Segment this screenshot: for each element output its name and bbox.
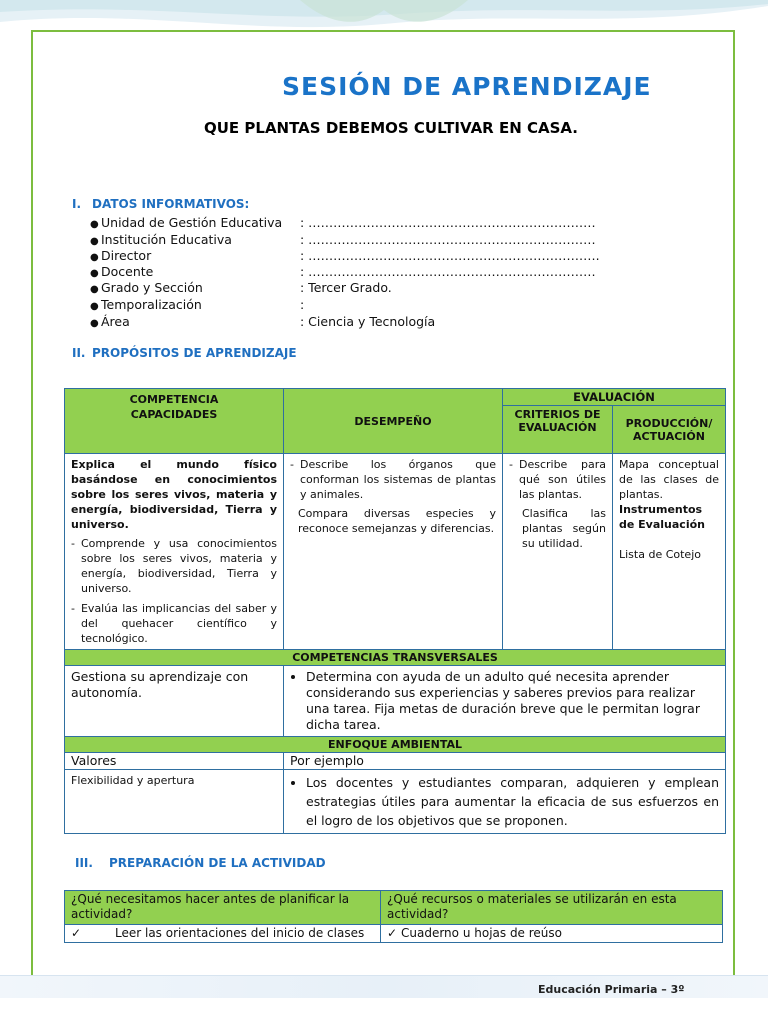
capacidad-text: Evalúa las implicancias del saber y del quehacer científico y tecnológico. [80, 602, 277, 645]
info-value: : Tercer Grado. [300, 280, 392, 295]
header-valores: Valores [65, 753, 284, 770]
checkmark-icon: ✓ [387, 926, 398, 940]
info-label: Unidad de Gestión Educativa [101, 215, 283, 230]
section-number: II. [72, 346, 86, 360]
info-label: Temporalización [101, 297, 202, 312]
page-title: SESIÓN DE APRENDIZAJE [282, 72, 652, 101]
info-label: Docente [101, 264, 154, 279]
section-datos-informativos [72, 197, 249, 211]
checkmark-icon: ✓ [71, 926, 82, 940]
bullet-icon: ● [90, 236, 99, 247]
competencia-text: Explica el mundo físico basándose en conocimientos sobre los seres vivos, materia y energía, biodiversidad, Tierra y universo. [71, 458, 277, 531]
info-row [90, 232, 596, 248]
section-number: I. [72, 197, 82, 211]
info-label: Grado y Sección [101, 280, 203, 295]
criterio-text: Clasifica las plantas según su utilidad. [522, 507, 606, 550]
answer-2: Cuaderno u hojas de reúso [401, 926, 563, 940]
section-propositos [72, 346, 297, 360]
answer-1-cell [65, 925, 381, 943]
section-label: DATOS INFORMATIVOS: [92, 197, 250, 211]
bullet-icon: ● [90, 301, 99, 312]
bullet-icon: ● [90, 252, 99, 263]
bullet-icon: ● [90, 284, 99, 295]
section-preparacion [75, 856, 326, 870]
info-label: Institución Educativa [101, 232, 232, 247]
ejemplo-text: • Los docentes y estudiantes comparan, adquieren y emplean estrategias útiles para aumentar la eficacia de sus esfuerzos en el logro de los objetivos que se proponen. [306, 773, 719, 830]
info-row [90, 280, 392, 296]
transversal-text: • Determina con ayuda de un adulto qué necesita aprender considerando sus experiencias y saberes previos para realizar una tarea. Fija metas de duración breve que le permitan lograr dicha tarea. [306, 669, 719, 733]
info-value: : [300, 297, 305, 312]
answer-2-cell [381, 925, 723, 943]
page-subtitle: QUE PLANTAS DEBEMOS CULTIVAR EN CASA. [204, 119, 578, 137]
capacidad-text: Comprende y usa conocimientos sobre los seres vivos, materia y energía, biodiversidad, Tierra y universo. [80, 537, 277, 595]
desempeno-cell [284, 454, 503, 650]
capacidad-item: - Comprende y usa conocimientos sobre los seres vivos, materia y energía, biodiversidad, Tierra y universo. [71, 537, 277, 595]
valor-cell: Flexibilidad y apertura [65, 770, 284, 834]
answer-1: Leer las orientaciones del inicio de clases [115, 926, 365, 940]
criterios-cell [503, 454, 613, 650]
transversal-right-cell [284, 666, 726, 737]
info-row [90, 264, 596, 280]
header-criterios: CRITERIOS DE EVALUACIÓN [503, 406, 613, 454]
info-value: : ……………………………………………………………. [300, 248, 600, 263]
criterio-text: Describe para qué son útiles las plantas. [518, 458, 606, 501]
info-value: : …………………………………………………………… [300, 215, 596, 230]
instrumentos-label: Instrumentos de Evaluación [619, 503, 705, 531]
header-produccion: PRODUCCIÓN/ ACTUACIÓN [613, 406, 726, 454]
header-competencia-cell [65, 389, 284, 454]
info-value: : …………………………………………………………… [300, 264, 596, 279]
ejemplo-cell [284, 770, 726, 834]
competencia-cell [65, 454, 284, 650]
info-row [90, 297, 305, 313]
info-label: Área [101, 314, 130, 329]
header-enfoque: ENFOQUE AMBIENTAL [65, 737, 726, 753]
desempeno-item: - Describe los órganos que conforman los sistemas de plantas y animales. [290, 458, 496, 501]
preparacion-table [64, 890, 723, 943]
info-value: : …………………………………………………………… [300, 232, 596, 247]
info-row [90, 314, 436, 330]
header-ejemplo: Por ejemplo [284, 753, 726, 770]
produccion-text: Mapa conceptual de las clases de plantas. [619, 458, 719, 501]
bullet-icon: ● [90, 219, 99, 230]
section-label: PROPÓSITOS DE APRENDIZAJE [92, 346, 297, 360]
question-2: ¿Qué recursos o materiales se utilizarán en esta actividad? [381, 891, 723, 925]
header-transversales: COMPETENCIAS TRANSVERSALES [65, 650, 726, 666]
header-desempeno: DESEMPEÑO [284, 389, 503, 454]
footer-text: Educación Primaria – 3º [538, 983, 685, 996]
capacidad-item: - Evalúa las implicancias del saber y del quehacer científico y tecnológico. [71, 602, 277, 645]
header-competencia: COMPETENCIA [129, 393, 219, 406]
produccion-cell [613, 454, 726, 650]
instrumento-text: Lista de Cotejo [619, 548, 701, 561]
bullet-icon: ● [90, 268, 99, 279]
section-label: PREPARACIÓN DE LA ACTIVIDAD [109, 856, 326, 870]
desempeno-text: Compara diversas especies y reconoce semejanzas y diferencias. [298, 507, 496, 535]
section-number: III. [75, 856, 93, 870]
header-capacidades: CAPACIDADES [130, 408, 218, 421]
bullet-icon: ● [90, 318, 99, 329]
info-value: : Ciencia y Tecnología [300, 314, 436, 329]
propositos-table [64, 388, 726, 834]
criterio-item: - Describe para qué son útiles las plantas. [509, 458, 606, 501]
info-row [90, 248, 600, 264]
transversal-left: Gestiona su aprendizaje con autonomía. [65, 666, 284, 737]
header-evaluacion: EVALUACIÓN [503, 389, 726, 406]
desempeno-text: Describe los órganos que conforman los sistemas de plantas y animales. [299, 458, 496, 501]
question-1: ¿Qué necesitamos hacer antes de planificar la actividad? [65, 891, 381, 925]
info-label: Director [101, 248, 152, 263]
info-row [90, 215, 596, 231]
